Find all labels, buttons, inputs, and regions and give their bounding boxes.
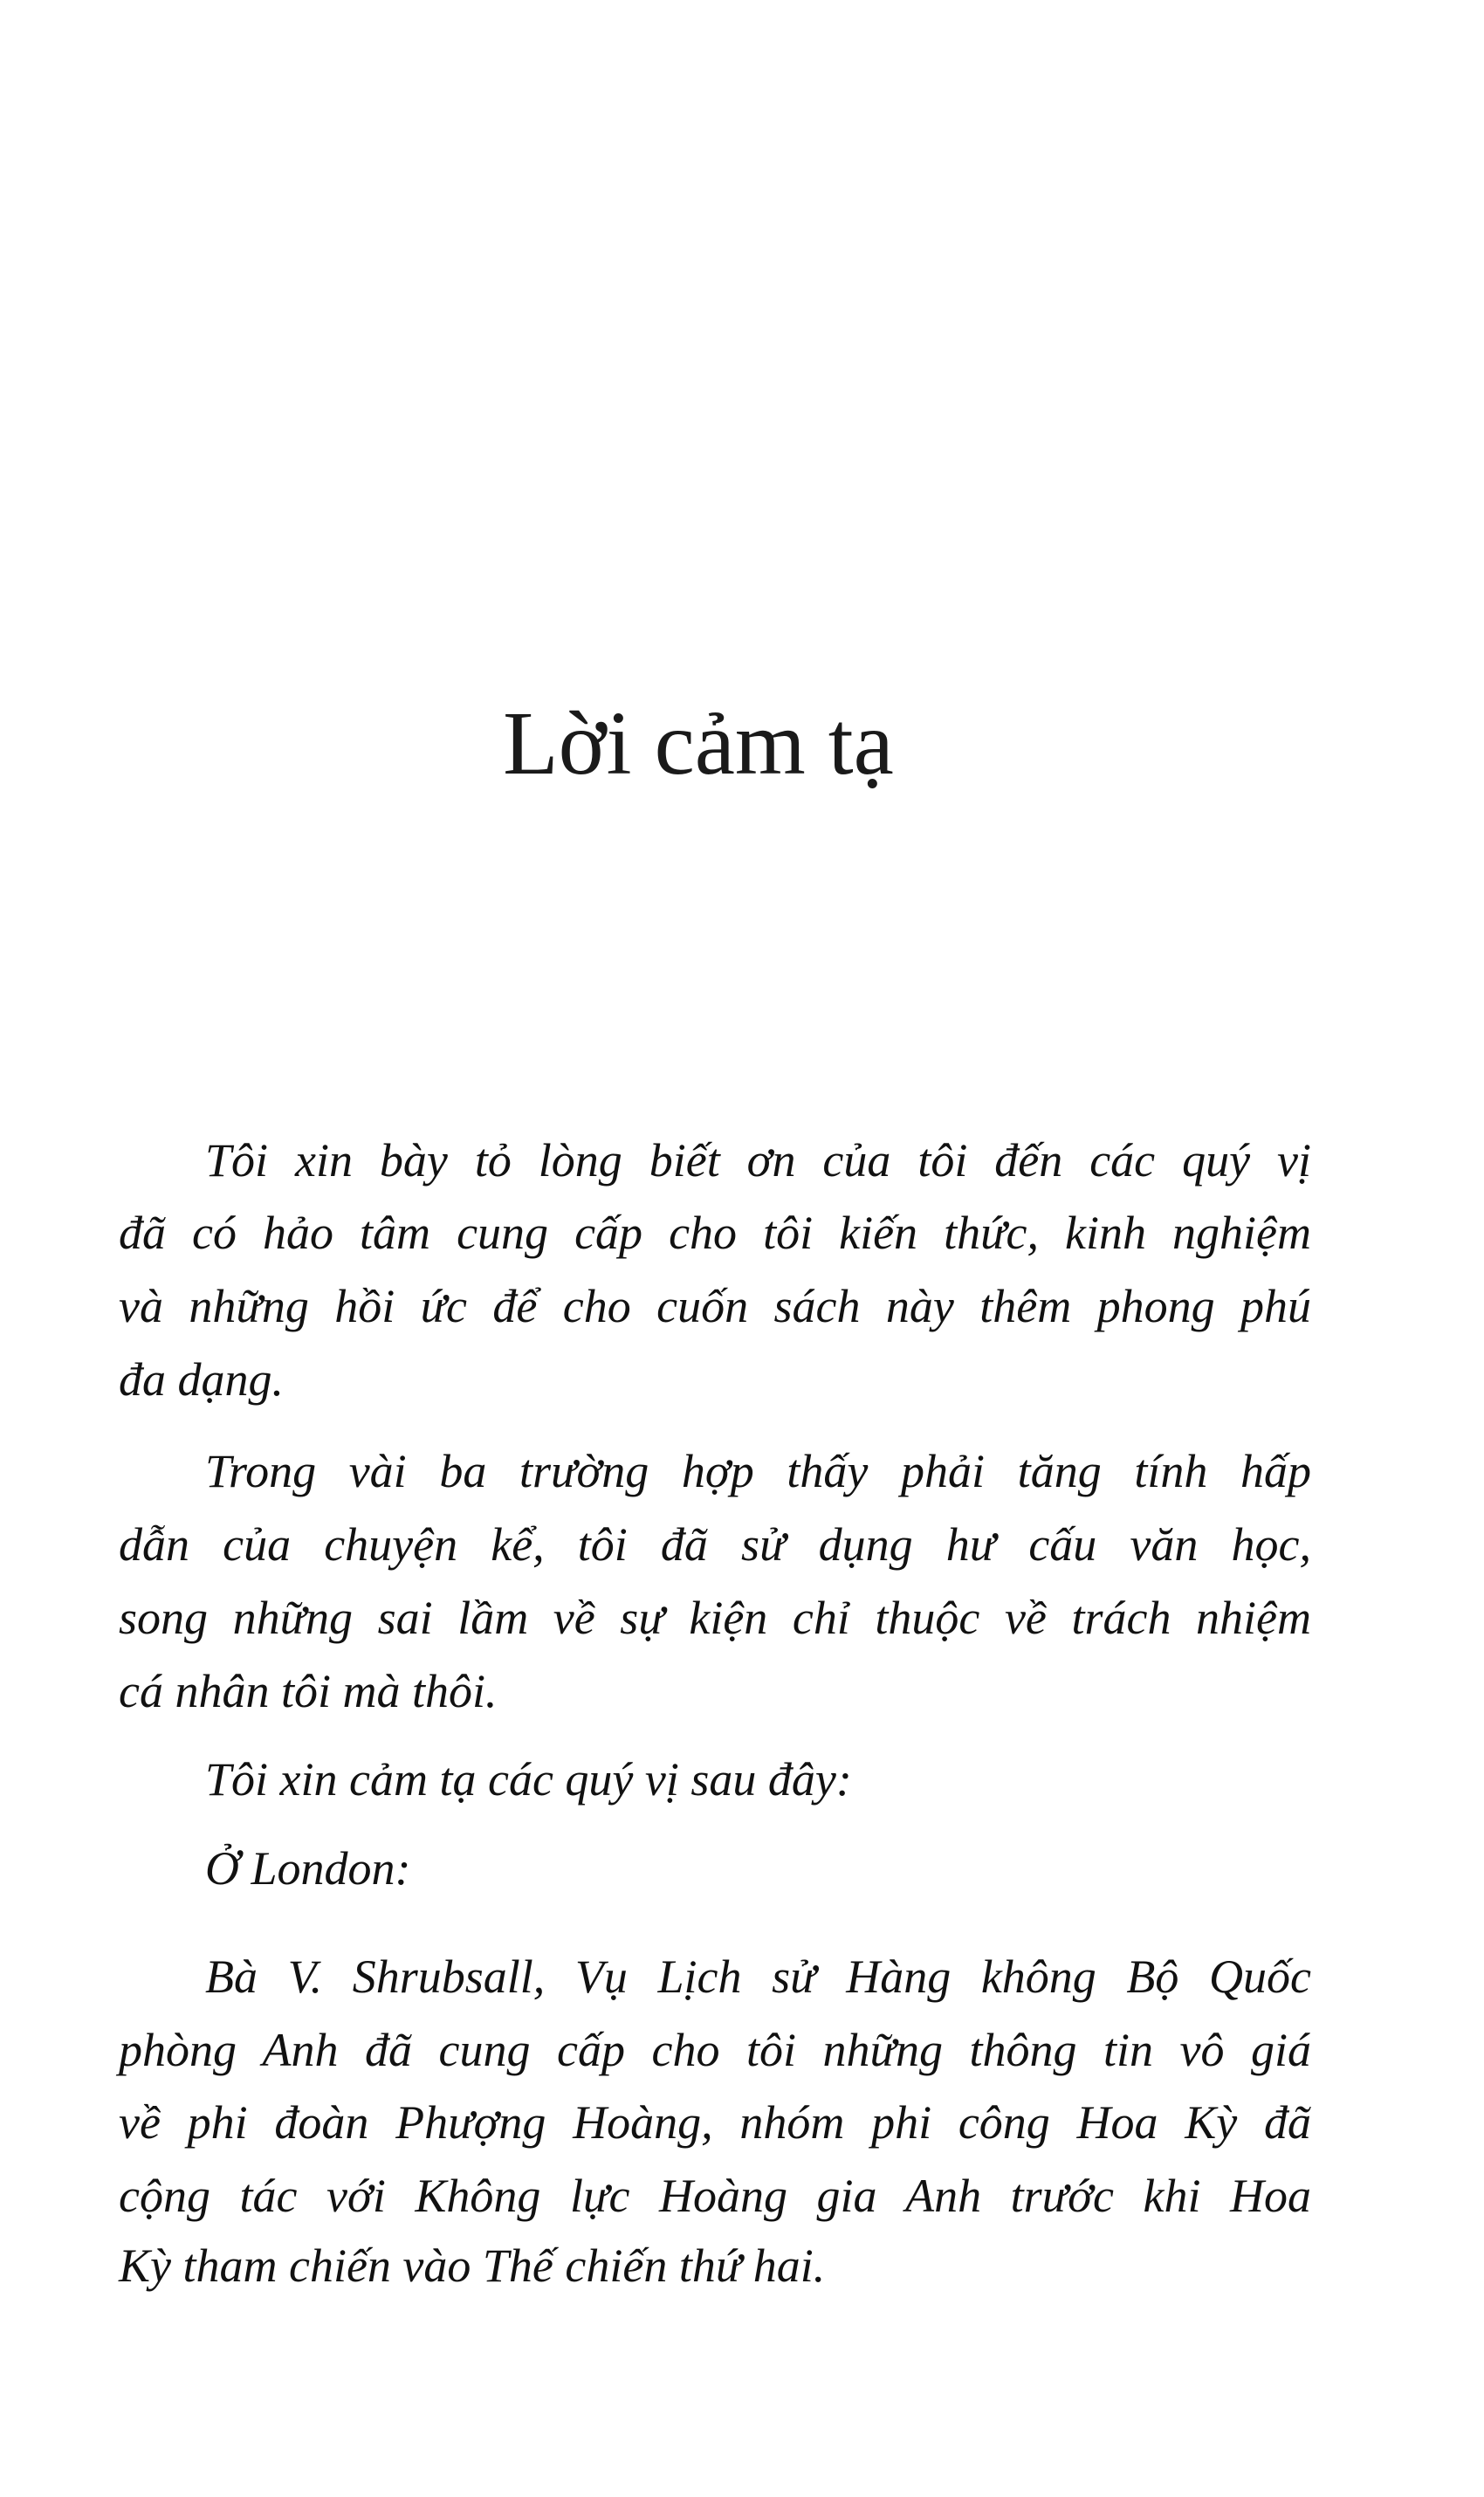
text-line: dẫn của chuyện kể, tôi đã sử dụng hư cấu văn học,: [119, 1518, 1311, 1571]
text-line: Tôi xin cảm tạ các quý vị sau đây:: [205, 1753, 852, 1806]
text-line: về phi đoàn Phượng Hoàng, nhóm phi công Hoa Kỳ đã: [119, 2096, 1311, 2149]
text-line: Tôi xin bày tỏ lòng biết ơn của tôi đến các quý vị: [205, 1134, 1311, 1187]
text-line: song những sai lầm về sự kiện chỉ thuộc về trách nhiệm: [119, 1592, 1311, 1644]
text-line: phòng Anh đã cung cấp cho tôi những thông tin vô giá: [119, 2024, 1311, 2076]
text-line: đã có hảo tâm cung cấp cho tôi kiến thức, kinh nghiệm: [119, 1207, 1311, 1259]
text-line: và những hồi ức để cho cuốn sách này thêm phong phú: [119, 1280, 1311, 1332]
text-line: Ở London:: [205, 1842, 411, 1895]
text-line: Bà V. Shrubsall, Vụ Lịch sử Hàng không Bộ Quốc: [205, 1950, 1311, 2003]
text-line: cá nhân tôi mà thôi.: [119, 1665, 498, 1717]
page-title: Lời cảm tạ: [503, 693, 894, 794]
text-line: Trong vài ba trường hợp thấy phải tăng tính hấp: [205, 1445, 1311, 1497]
text-line: cộng tác với Không lực Hoàng gia Anh trước khi Hoa: [119, 2170, 1311, 2222]
text-line: Kỳ tham chiến vào Thế chiến thứ hai.: [119, 2239, 826, 2292]
text-line: đa dạng.: [119, 1353, 284, 1406]
